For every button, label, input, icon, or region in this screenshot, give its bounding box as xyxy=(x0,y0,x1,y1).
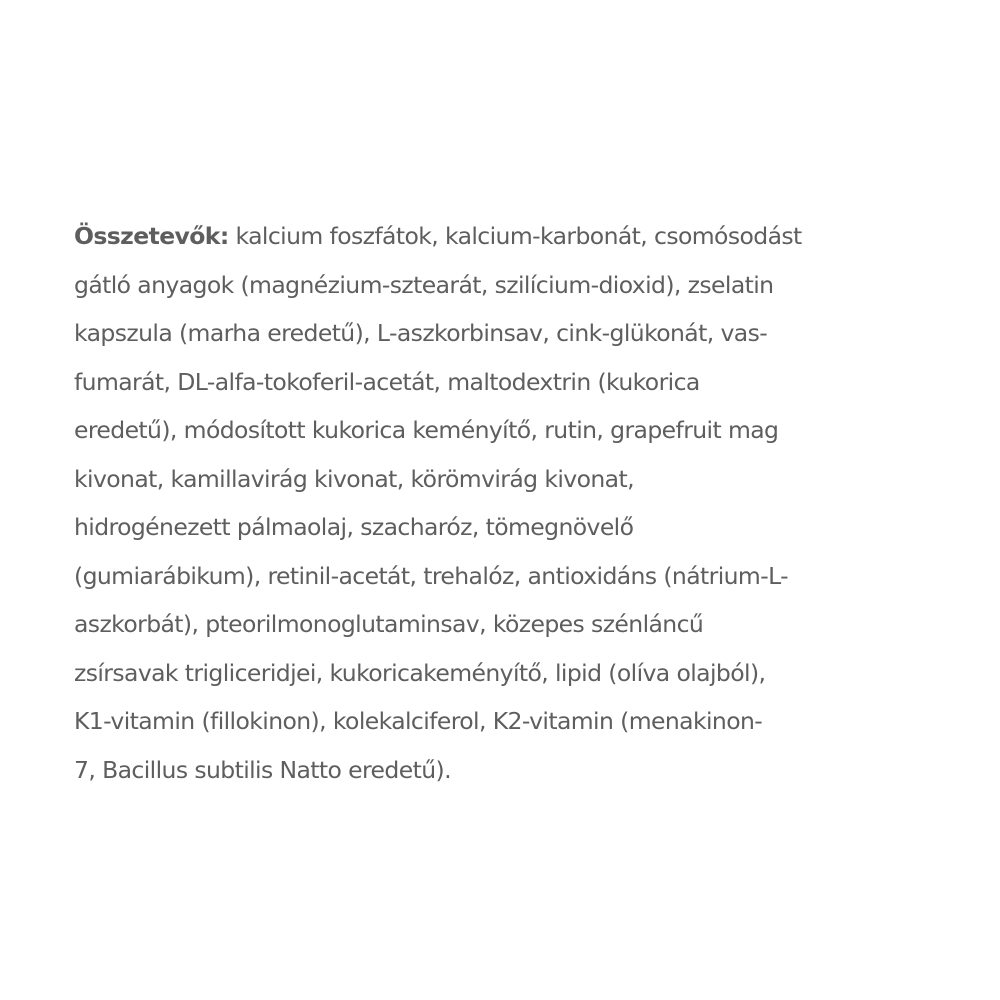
ingredients-text: kalcium foszfátok, kalcium-karbonát, csomósodást xyxy=(228,222,802,250)
ingredients-label: Összetevők: xyxy=(74,222,229,250)
ingredients-line-4: fumarát, DL-alfa-tokoferil-acetát, maltodextrin (kukorica xyxy=(74,367,700,396)
ingredients-line-9: aszkorbát), pteorilmonoglutaminsav, közepes szénláncű xyxy=(74,610,704,638)
ingredients-line-11: K1-vitamin (fillokinon), kolekalciferol, K2-vitamin (menakinon- xyxy=(74,707,763,735)
ingredients-line-1 xyxy=(74,212,934,261)
ingredients-line-12: 7, Bacillus subtilis Natto eredetű). xyxy=(74,755,451,784)
ingredients-line-5: eredetű), módosított kukorica keményítő, rutin, grapefruit mag xyxy=(74,416,779,444)
ingredients-line-3: kapszula (marha eredetű), L-aszkorbinsav, cink-glükonát, vas- xyxy=(74,319,768,347)
ingredients-line-2: gátló anyagok (magnézium-sztearát, szilícium-dioxid), zselatin xyxy=(74,270,774,299)
ingredients-line-6: kivonat, kamillavirág kivonat, körömvirág kivonat, xyxy=(74,464,634,493)
ingredients-paragraph xyxy=(74,212,934,794)
ingredients-line-7: hidrogénezett pálmaolaj, szacharóz, tömegnövelő xyxy=(74,513,634,541)
ingredients-line-8: (gumiarábikum), retinil-acetát, trehalóz, antioxidáns (nátrium-L- xyxy=(74,561,789,590)
ingredients-line-10: zsírsavak trigliceridjei, kukoricakeményítő, lipid (olíva olajból), xyxy=(74,658,766,687)
